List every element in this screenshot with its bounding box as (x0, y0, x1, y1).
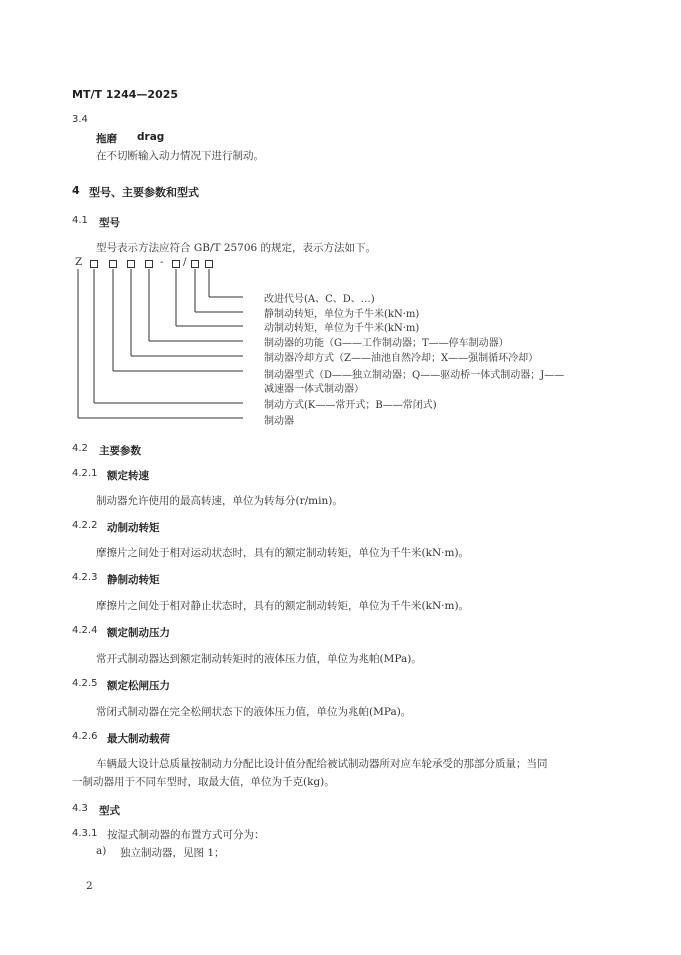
page-number: 2 (86, 880, 93, 892)
diagram-label-brake-type: 制动器型式（D——独立制动器；Q——驱动桥一体式制动器；J—— (264, 370, 565, 381)
standard-code-header: MT/T 1244—2025 (72, 88, 179, 101)
term-chinese: 拖磨 (96, 133, 117, 145)
section-4-1-number: 4.1 (72, 215, 88, 226)
section-4-3-number: 4.3 (72, 803, 88, 814)
clause-4-2-3-title: 静制动转矩 (107, 574, 160, 586)
diagram-label-brake-type-cont: 减速器一体式制动器） (264, 384, 364, 395)
section-4-2-number: 4.2 (72, 443, 88, 454)
clause-4-2-3-text: 摩擦片之间处于相对静止状态时，具有的额定制动转矩，单位为千牛米(kN·m)。 (96, 600, 470, 612)
model-prefix: Z (75, 256, 83, 268)
section-4-1-intro: 型号表示方法应符合 GB/T 25706 的规定，表示方法如下。 (96, 242, 377, 254)
clause-4-2-4-number: 4.2.4 (72, 625, 98, 636)
clause-4-2-1-text: 制动器允许使用的最高转速，单位为转每分(r/min)。 (96, 495, 343, 507)
clause-4-3-1-text: 按湿式制动器的布置方式可分为： (107, 829, 265, 841)
clause-4-2-6-text-line-2: 一制动器用于不同车型时，取最大值，单位为千克(kg)。 (72, 776, 335, 788)
diagram-label-dynamic-torque: 动制动转矩，单位为千牛米(kN·m) (264, 323, 420, 334)
clause-4-2-2-text: 摩擦片之间处于相对运动状态时，具有的额定制动转矩，单位为千牛米(kN·m)。 (96, 547, 470, 559)
diagram-label-improvement-code: 改进代号(A、C、D、…) (264, 294, 375, 305)
model-dash: - (160, 256, 164, 268)
clause-4-2-4-text: 常开式制动器达到额定制动转矩时的液体压力值，单位为兆帕(MPa)。 (96, 653, 422, 665)
term-english: drag (137, 131, 165, 143)
section-4-title: 型号、主要参数和型式 (89, 186, 199, 199)
section-4-3-title: 型式 (99, 805, 120, 817)
diagram-label-brake: 制动器 (264, 416, 294, 427)
clause-4-2-1-number: 4.2.1 (72, 468, 98, 479)
clause-4-2-3-number: 4.2.3 (72, 572, 98, 583)
section-4-2-title: 主要参数 (99, 445, 141, 457)
clause-4-2-5-title: 额定松闸压力 (107, 680, 170, 692)
list-item-a-marker: a) (96, 845, 107, 857)
term-definition: 在不切断输入动力情况下进行制动。 (96, 150, 264, 162)
clause-4-2-5-text: 常闭式制动器在完全松闸状态下的液体压力值，单位为兆帕(MPa)。 (96, 706, 412, 718)
diagram-label-brake-function: 制动器的功能（G——工作制动器；T——停车制动器） (264, 338, 509, 349)
diagram-label-braking-mode: 制动方式(K——常开式；B——常闭式) (264, 400, 437, 411)
list-item-a-text: 独立制动器，见图 1； (120, 847, 225, 859)
clause-4-2-6-title: 最大制动载荷 (107, 733, 170, 745)
clause-4-2-1-title: 额定转速 (107, 470, 149, 482)
section-4-number: 4 (72, 184, 80, 197)
clause-4-2-6-text-line-1: 车辆最大设计总质量按制动力分配比设计值分配给被试制动器所对应车轮承受的那部分质量；当同 (96, 758, 548, 770)
clause-4-2-2-number: 4.2.2 (72, 520, 98, 531)
model-slash: / (183, 256, 187, 268)
clause-number-3-4: 3.4 (72, 114, 88, 125)
clause-4-2-6-number: 4.2.6 (72, 731, 98, 742)
diagram-label-cooling-method: 制动器冷却方式（Z——油池自然冷却；X——强制循环冷却） (264, 353, 539, 364)
clause-4-2-2-title: 动制动转矩 (107, 522, 160, 534)
diagram-label-static-torque: 静制动转矩，单位为千牛米(kN·m) (264, 309, 420, 320)
clause-4-2-5-number: 4.2.5 (72, 678, 98, 689)
clause-4-3-1-number: 4.3.1 (72, 828, 98, 839)
section-4-1-title: 型号 (99, 217, 120, 229)
clause-4-2-4-title: 额定制动压力 (107, 627, 170, 639)
